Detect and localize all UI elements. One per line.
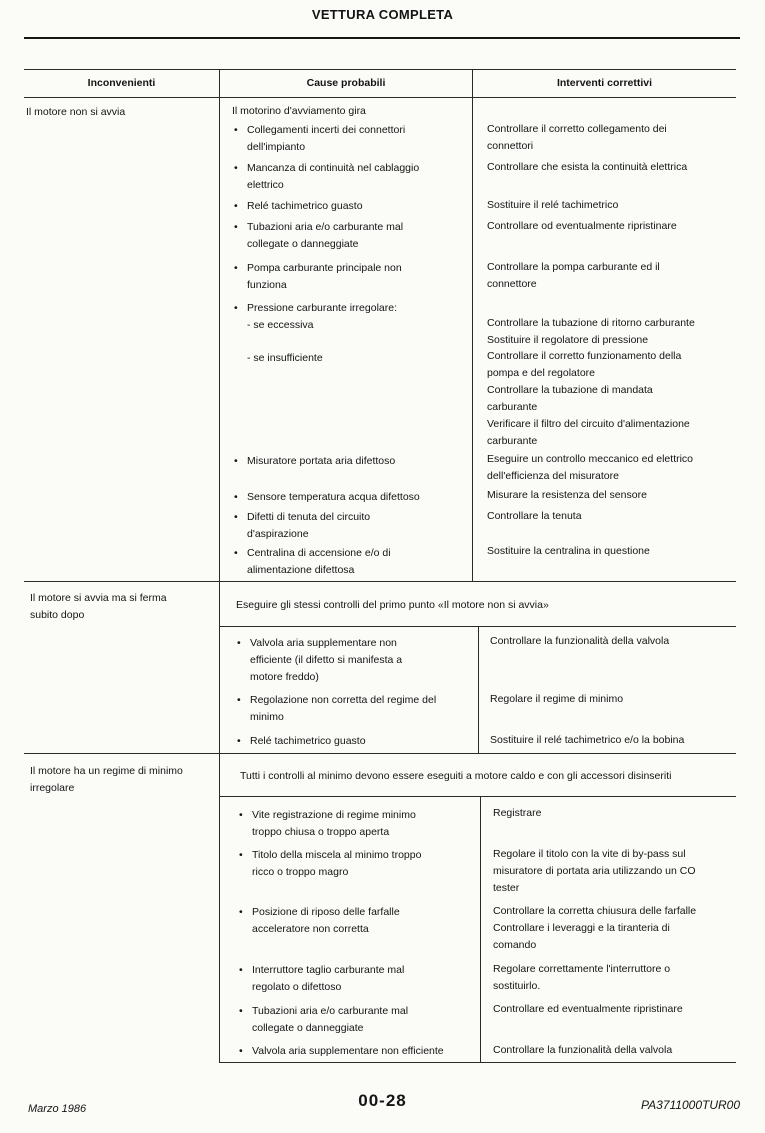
cause-item: • Titolo della miscela al minimo troppo ricco o troppo magro (252, 847, 421, 881)
remedy-item: Controllare che esista la continuità elettrica (487, 161, 688, 173)
column-divider (480, 796, 481, 1063)
cause-item: • Valvola aria supplementare non efficiente (252, 1043, 444, 1060)
cause-item: • Sensore temperatura acqua difettoso (247, 489, 420, 506)
cause-item: • Interruttore taglio carburante mal regolato o difettoso (252, 962, 404, 996)
span-note: Tutti i controlli al minimo devono essere eseguiti a motore caldo e con gli accessori disinseriti (240, 770, 672, 782)
header-inconvenienti: Inconvenienti (87, 77, 156, 89)
cause-item: • Misuratore portata aria difettoso (247, 453, 395, 470)
document-code: PA3711000TUR00 (641, 1098, 740, 1112)
cause-item: • Relé tachimetrico guasto (247, 198, 363, 215)
table-bottom-rule (220, 1062, 736, 1063)
remedy-item: Controllare la funzionalità della valvola (493, 1044, 673, 1056)
column-divider (478, 626, 479, 754)
remedy-item: Registrare (493, 807, 542, 819)
span-note: Eseguire gli stessi controlli del primo punto «Il motore non si avvia» (236, 599, 549, 611)
cause-item: • Collegamenti incerti dei connettori dell'impianto (247, 122, 405, 156)
remedy-item: Controllare la corretta chiusura delle farfalle Controllare i leveraggi e la tiranteria di comando (493, 905, 697, 951)
remedy-item: Misurare la resistenza del sensore (487, 489, 647, 501)
remedy-item: Regolare il regime di minimo (490, 693, 624, 705)
cause-item: - se insufficiente (247, 352, 323, 364)
remedy-item: Controllare od eventualmente ripristinare (487, 220, 677, 232)
page-title: VETTURA COMPLETA (311, 7, 454, 22)
page-number: 00-28 (358, 1091, 407, 1110)
cause-item: - se eccessiva (247, 319, 314, 331)
remedy-item: Controllare ed eventualmente ripristinare (493, 1003, 683, 1015)
cause-item: • Posizione di riposo delle farfalle acceleratore non corretta (252, 904, 400, 938)
remedy-item: Controllare il corretto funzionamento della pompa e del regolatore Controllare la tubazione di mandata carburante Verificare il filtro del circuito d'alimentazione carburante (487, 350, 690, 447)
cause-item: • Relé tachimetrico guasto (250, 733, 366, 750)
remedy-item: Sostituire la centralina in questione (487, 545, 650, 557)
remedy-item: Eseguire un controllo meccanico ed elettrico dell'efficienza del misuratore (487, 453, 694, 482)
title-rule (24, 37, 740, 39)
cause-item: • Pressione carburante irregolare: (247, 300, 397, 317)
cause-item: • Difetti di tenuta del circuito d'aspirazione (247, 509, 370, 543)
cause-item: • Pompa carburante principale non funziona (247, 260, 402, 294)
problem-cell: Il motore non si avvia (26, 106, 126, 118)
cause-item: • Regolazione non corretta del regime del minimo (250, 692, 436, 726)
footer-date: Marzo 1986 (28, 1103, 87, 1115)
remedy-item: Controllare la funzionalità della valvola (490, 635, 670, 647)
header-bottom-rule (24, 97, 736, 98)
remedy-item: Sostituire il relé tachimetrico (487, 199, 619, 211)
header-cause-probabili: Cause probabili (306, 77, 386, 89)
cause-item: • Valvola aria supplementare non efficiente (il difetto si manifesta a motore freddo) (250, 635, 402, 686)
section-divider (24, 753, 736, 754)
cause-item: • Tubazioni aria e/o carburante mal collegate o danneggiate (252, 1003, 408, 1037)
remedy-item: Controllare la tenuta (487, 510, 582, 522)
problem-cell: Il motore ha un regime di minimo irregolare (30, 765, 183, 794)
column-divider (472, 69, 473, 582)
problem-cell: Il motore si avvia ma si ferma subito dopo (30, 592, 167, 621)
header-interventi-correttivi: Interventi correttivi (556, 77, 653, 89)
span-divider (220, 796, 736, 797)
remedy-item: Controllare la tubazione di ritorno carburante Sostituire il regolatore di pressione (487, 317, 695, 346)
cause-item: • Mancanza di continuità nel cablaggio elettrico (247, 160, 419, 194)
section-divider (24, 581, 736, 582)
cause-item: • Tubazioni aria e/o carburante mal collegate o danneggiate (247, 219, 403, 253)
cause-intro: Il motorino d'avviamento gira (232, 105, 366, 117)
cause-item: • Vite registrazione di regime minimo troppo chiusa o troppo aperta (252, 807, 416, 841)
remedy-item: Sostituire il relé tachimetrico e/o la bobina (490, 734, 685, 746)
remedy-item: Regolare il titolo con la vite di by-pass sul misuratore di portata aria utilizzando un CO tester (493, 848, 696, 894)
column-divider (219, 69, 220, 1063)
remedy-item: Controllare il corretto collegamento dei connettori (487, 123, 667, 152)
remedy-item: Controllare la pompa carburante ed il connettore (487, 261, 660, 290)
cause-item: • Centralina di accensione e/o di alimentazione difettosa (247, 545, 391, 579)
remedy-item: Regolare correttamente l'interruttore o sostituirlo. (493, 963, 671, 992)
